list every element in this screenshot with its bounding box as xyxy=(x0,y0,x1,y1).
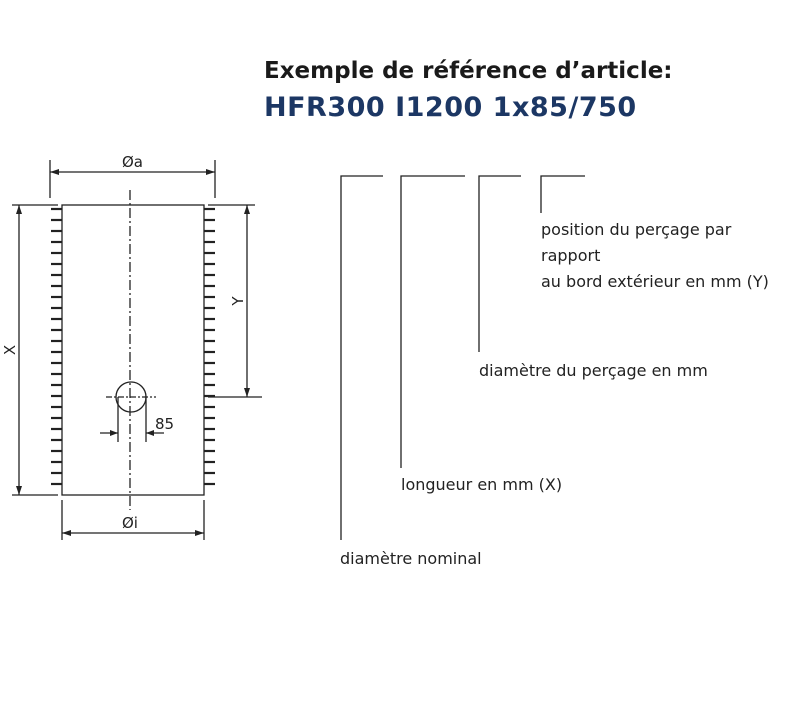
leader-length xyxy=(401,176,465,468)
arrowhead xyxy=(62,530,71,536)
arrowhead xyxy=(244,388,250,397)
legend-hole-diameter: diamètre du perçage en mm xyxy=(479,361,708,380)
arrowhead xyxy=(244,205,250,214)
article-code: HFR300 I1200 1x85/750 xyxy=(264,92,637,123)
leader-nominal xyxy=(341,176,383,540)
legend-length: longueur en mm (X) xyxy=(401,475,563,494)
arrowhead xyxy=(146,430,154,436)
y-label: Y xyxy=(229,296,247,306)
page-title: Exemple de référence d’article: xyxy=(264,58,673,84)
legend-position-line-3: au bord extérieur en mm (Y) xyxy=(541,272,769,291)
legend-position-line-1: position du perçage par xyxy=(541,220,732,239)
oi-label: Øi xyxy=(122,514,138,532)
leader-position xyxy=(541,176,585,213)
arrowhead xyxy=(16,486,22,495)
oa-label: Øa xyxy=(122,153,143,171)
arrowhead xyxy=(206,169,215,175)
x-label: X xyxy=(1,344,19,356)
legend-position xyxy=(541,217,769,295)
legend-position-line-2: rapport xyxy=(541,246,601,265)
arrowhead xyxy=(16,205,22,214)
tube-fins xyxy=(51,209,215,484)
arrowhead xyxy=(195,530,204,536)
leader-hole-diameter xyxy=(479,176,521,352)
tube-body xyxy=(62,205,204,495)
arrowhead xyxy=(50,169,59,175)
hole-diameter-value: 85 xyxy=(155,415,175,433)
legend-nominal: diamètre nominal xyxy=(340,549,482,568)
arrowhead xyxy=(110,430,118,436)
